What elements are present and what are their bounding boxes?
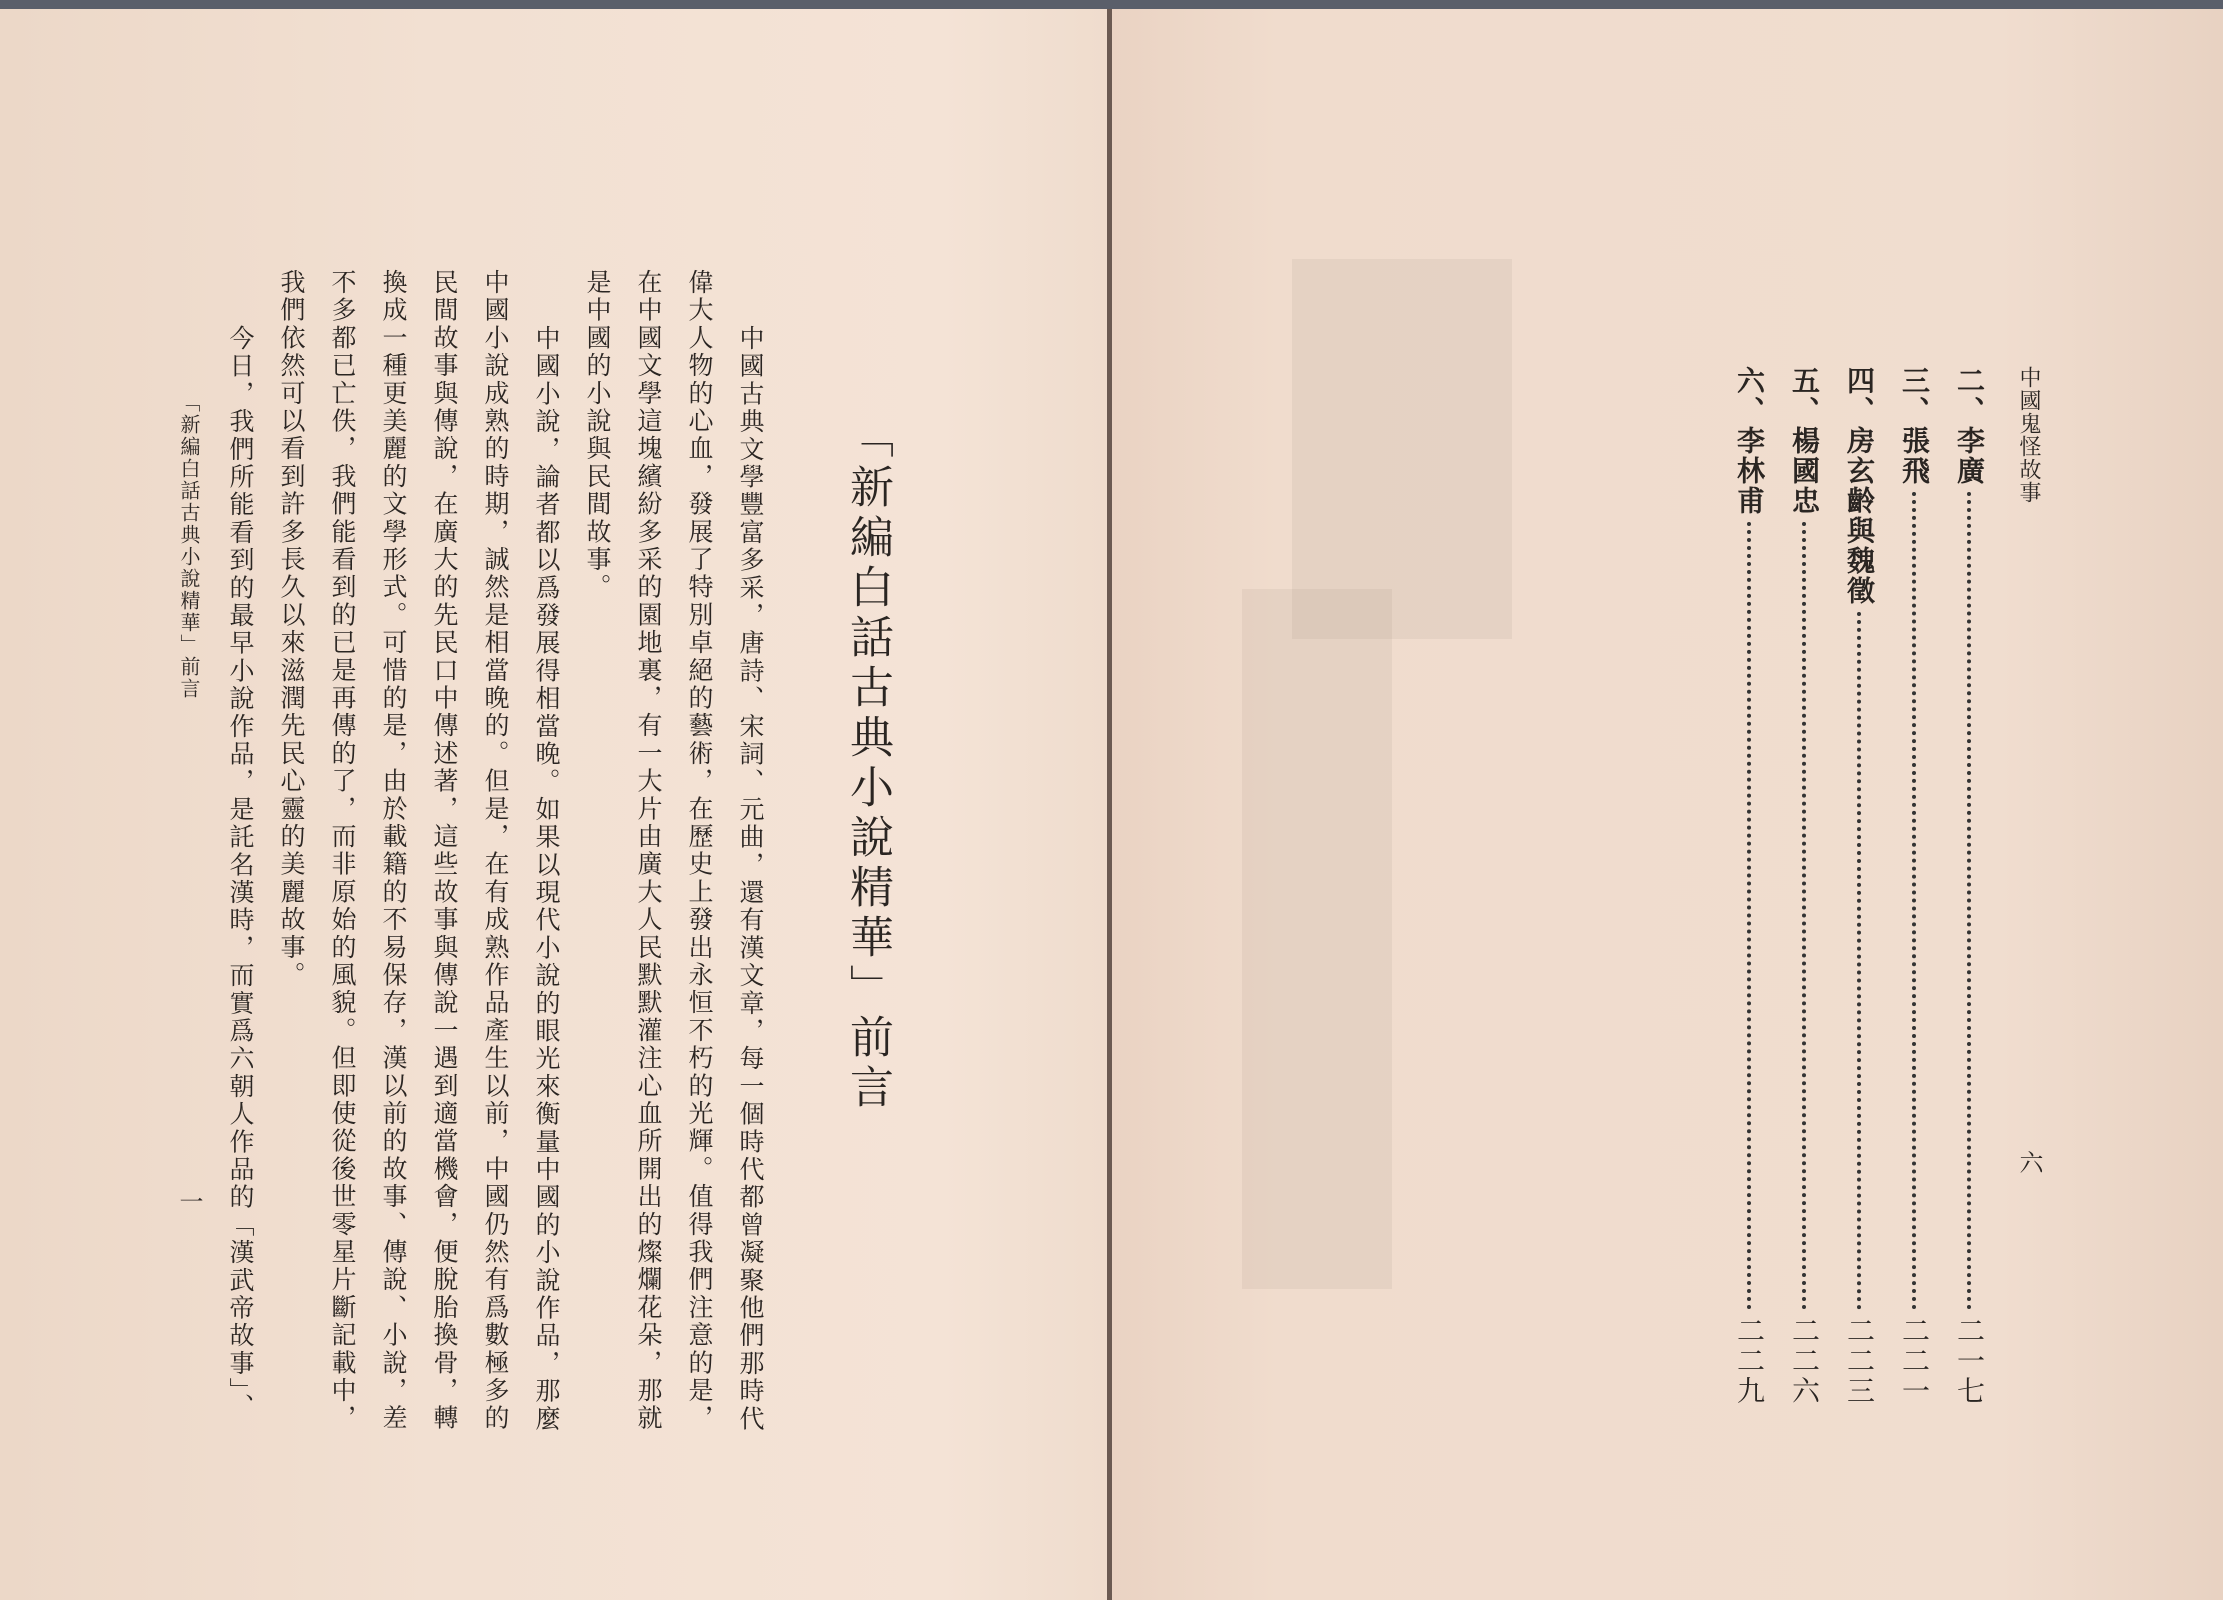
right-page	[1112, 9, 2223, 1600]
running-head: 中國鬼怪故事	[2016, 366, 2041, 504]
toc-label: 五、楊國忠	[1788, 366, 1821, 516]
text-column: 中國小說，論者都以爲發展得相當晚。如果以現代小說的眼光來衡量中國的小說作品，那麼	[532, 325, 561, 1433]
dot-leader	[1857, 612, 1861, 1310]
toc-label: 四、房玄齡與魏徵	[1843, 366, 1876, 606]
toc-page-number: 二一七	[1953, 1316, 1986, 1406]
dot-leader	[1967, 492, 1971, 1310]
toc-page-number: 二二六	[1788, 1316, 1821, 1406]
toc-page-number: 二二三	[1843, 1316, 1876, 1406]
toc-label: 三、張飛	[1898, 366, 1931, 486]
text-column: 不多都已亡佚，我們能看到的已是再傳的了，而非原始的風貌。但即使從後世零星片斷記載中，	[328, 269, 357, 1433]
dot-leader	[1747, 522, 1751, 1310]
toc-entry[interactable]	[1732, 366, 1766, 1406]
text-column: 中國小說成熟的時期，誠然是相當晚的。但是，在有成熟作品產生以前，中國仍然有爲數極多的	[481, 269, 510, 1433]
toc-entry[interactable]	[1897, 366, 1931, 1406]
text-column: 我們依然可以看到許多長久以來滋潤先民心靈的美麗故事。	[277, 269, 306, 990]
toc-label: 六、李林甫	[1733, 366, 1766, 516]
page-number: 一	[175, 1189, 203, 1213]
text-column: 換成一種更美麗的文學形式。可惜的是，由於載籍的不易保存，漢以前的故事、傳說、小說，差	[379, 269, 408, 1433]
bleed-through	[1242, 589, 1392, 1289]
text-column: 今日，我們所能看到的最早小說作品，是託名漢時，而實爲六朝人作品的「漢武帝故事」、	[226, 325, 255, 1421]
page-title: 「新編白話古典小說精華」前言	[842, 414, 893, 1114]
page-number: 六	[2015, 1150, 2043, 1174]
left-page	[0, 9, 1108, 1600]
toc-entry[interactable]	[1952, 366, 1986, 1406]
toc-entry[interactable]	[1842, 366, 1876, 1406]
footer-title: 「新編白話古典小說精華」前言	[177, 392, 201, 700]
toc-entry[interactable]	[1787, 366, 1821, 1406]
toc-page-number: 二二一	[1898, 1316, 1931, 1406]
text-column: 在中國文學這塊繽紛多采的園地裏，有一大片由廣大人民默默灌注心血所開出的燦爛花朵，那就	[634, 269, 663, 1433]
bleed-through	[1292, 259, 1512, 639]
dot-leader	[1912, 492, 1916, 1310]
text-column: 民間故事與傳說，在廣大的先民口中傳述著，這些故事與傳說一遇到適當機會，便脫胎換骨，轉	[430, 269, 459, 1433]
text-column: 中國古典文學豐富多采，唐詩、宋詞、元曲，還有漢文章，每一個時代都曾凝聚他們那時代	[736, 325, 765, 1433]
dot-leader	[1802, 522, 1806, 1310]
toc-label: 二、李廣	[1953, 366, 1986, 486]
text-column: 偉大人物的心血，發展了特別卓絕的藝術，在歷史上發出永恒不朽的光輝。值得我們注意的是，	[685, 269, 714, 1433]
toc-page-number: 二二九	[1733, 1316, 1766, 1406]
text-column: 是中國的小說與民間故事。	[583, 269, 612, 602]
